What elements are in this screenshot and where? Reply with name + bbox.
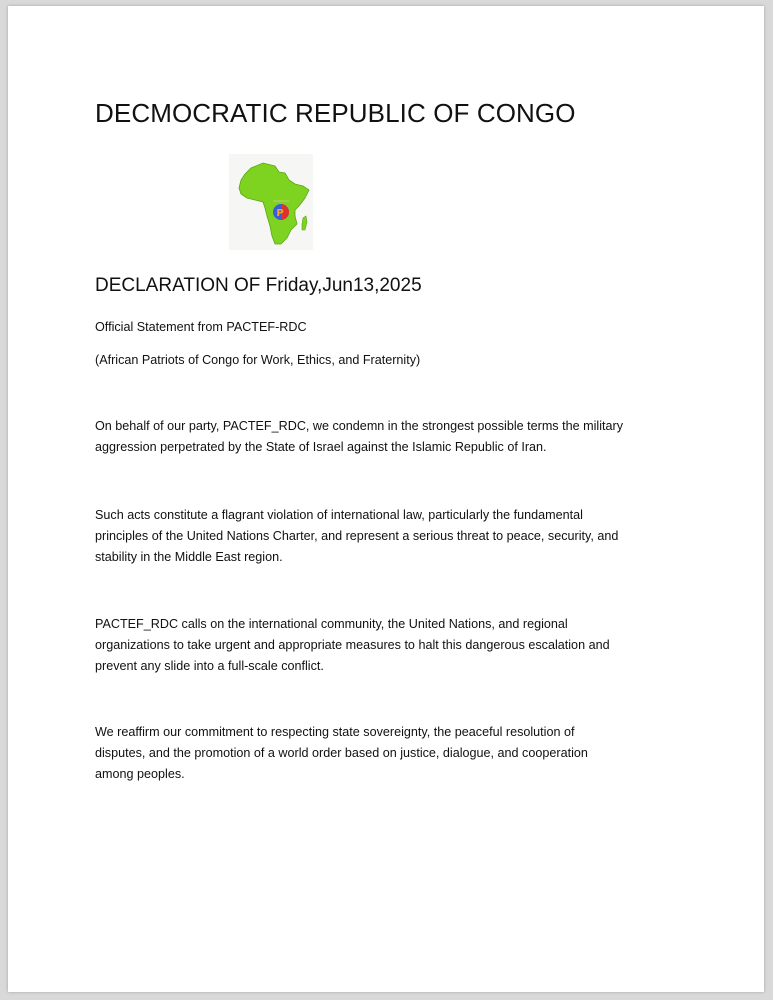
country-title: DECMOCRATIC REPUBLIC OF CONGO: [95, 98, 576, 128]
paragraph-line: On behalf of our party, PACTEF_RDC, we condemn in the strongest possible terms the military: [95, 419, 623, 433]
paragraph-line: principles of the United Nations Charter, and represent a serious threat to peace, security, and: [95, 529, 619, 543]
paragraph-line: disputes, and the promotion of a world order based on justice, dialogue, and cooperation: [95, 746, 588, 760]
paragraph-condemnation: [95, 416, 685, 458]
paragraph-line: stability in the Middle East region.: [95, 550, 283, 564]
party-full-name: (African Patriots of Congo for Work, Ethics, and Fraternity): [95, 353, 421, 367]
africa-continent-shape: [239, 163, 309, 244]
paragraph-line: We reaffirm our commitment to respecting state sovereignty, the peaceful resolution of: [95, 725, 575, 739]
statement-source: Official Statement from PACTEF-RDC: [95, 320, 307, 334]
africa-map-svg: [229, 154, 313, 250]
paragraph-line: prevent any slide into a full-scale conflict.: [95, 659, 324, 673]
declaration-heading: DECLARATION OF Friday,Jun13,2025: [95, 275, 422, 296]
paragraph-line: among peoples.: [95, 767, 185, 781]
paragraph-reaffirmation: [95, 722, 685, 785]
africa-map-logo-icon: [229, 154, 313, 250]
paragraph-line: aggression perpetrated by the State of Israel against the Islamic Republic of Iran.: [95, 440, 547, 454]
paragraph-line: PACTEF_RDC calls on the international community, the United Nations, and regional: [95, 617, 568, 631]
madagascar-shape: [302, 216, 307, 230]
paragraph-call-to-action: [95, 614, 685, 677]
paragraph-violation: [95, 505, 685, 568]
document-page: [8, 6, 764, 992]
logo-small-label: [273, 200, 289, 202]
paragraph-line: organizations to take urgent and appropriate measures to halt this dangerous escalation and: [95, 638, 610, 652]
logo-letter: P: [276, 208, 284, 219]
paragraph-line: Such acts constitute a flagrant violation of international law, particularly the fundamental: [95, 508, 583, 522]
